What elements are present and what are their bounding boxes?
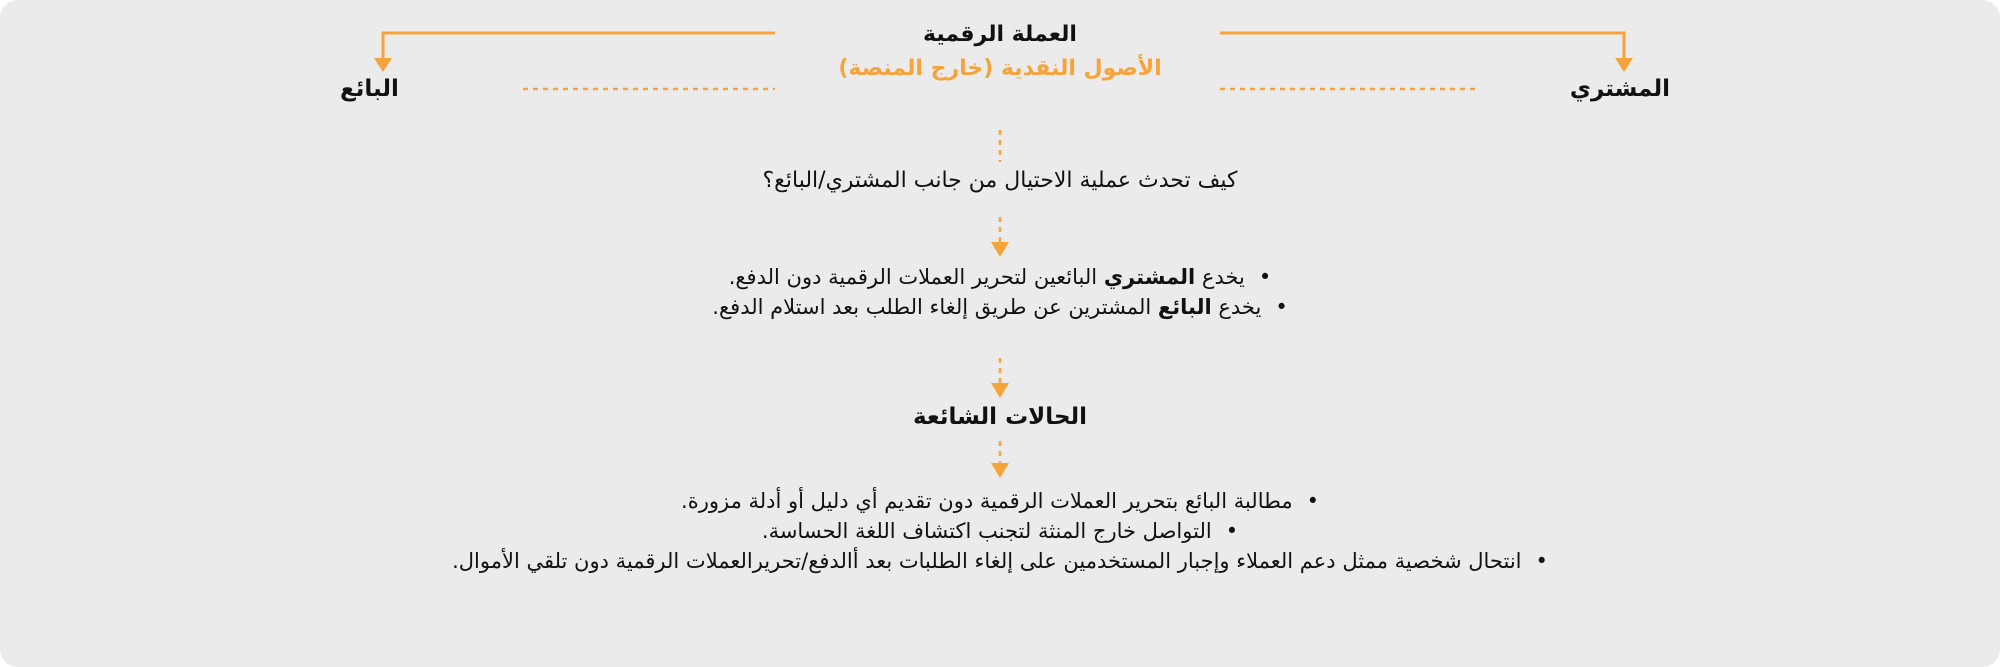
arrowhead-how [991,242,1009,257]
list-item [0,292,2000,322]
case-text: التواصل خارج المنثة لتجنب اكتشاف اللغة الحساسة. [761,519,1212,543]
fraud-question: كيف تحدث عملية الاحتيال من جانب المشتري/البائع؟ [762,168,1238,193]
how-fraud-list [0,262,2000,322]
item-bold: المشتري [1103,265,1196,289]
seller-label: البائع [340,76,399,102]
common-cases-list [0,486,2000,576]
buyer-label: المشتري [1569,76,1670,102]
common-cases-title: الحالات الشائعة [912,404,1088,430]
bullet-icon: • [1275,295,1288,319]
bullet-icon: • [1306,489,1319,513]
case-text: مطالبة البائع بتحرير العملات الرقمية دون تقديم أي دليل أو أدلة مزورة. [681,489,1293,513]
list-item [0,486,2000,516]
bullet-icon: • [1258,265,1272,289]
diagram-title: العملة الرقمية [923,22,1077,47]
arrowhead-common [991,383,1009,398]
item-rest: البائعين لتحرير العملات الرقمية دون الدفع. [728,265,1098,289]
arrowhead-cases [991,463,1009,478]
list-item [0,262,2000,292]
list-item [0,516,2000,546]
list-item [0,546,2000,576]
item-prefix: يخدع [1218,295,1262,319]
bullet-icon: • [1225,519,1239,543]
item-bold: البائع [1157,295,1212,319]
bullet-icon: • [1535,549,1548,573]
item-rest: المشترين عن طريق إلغاء الطلب بعد استلام الدفع. [712,295,1152,319]
case-text: انتحال شخصية ممثل دعم العملاء وإجبار المستخدمين على إلغاء الطلبات بعد أالدفع/تحريرالعملات الرقمية دون تلقي الأموال. [452,549,1522,573]
diagram-subtitle: الأصول النقدية (خارج المنصة) [838,56,1162,81]
item-prefix: يخدع [1201,265,1245,289]
